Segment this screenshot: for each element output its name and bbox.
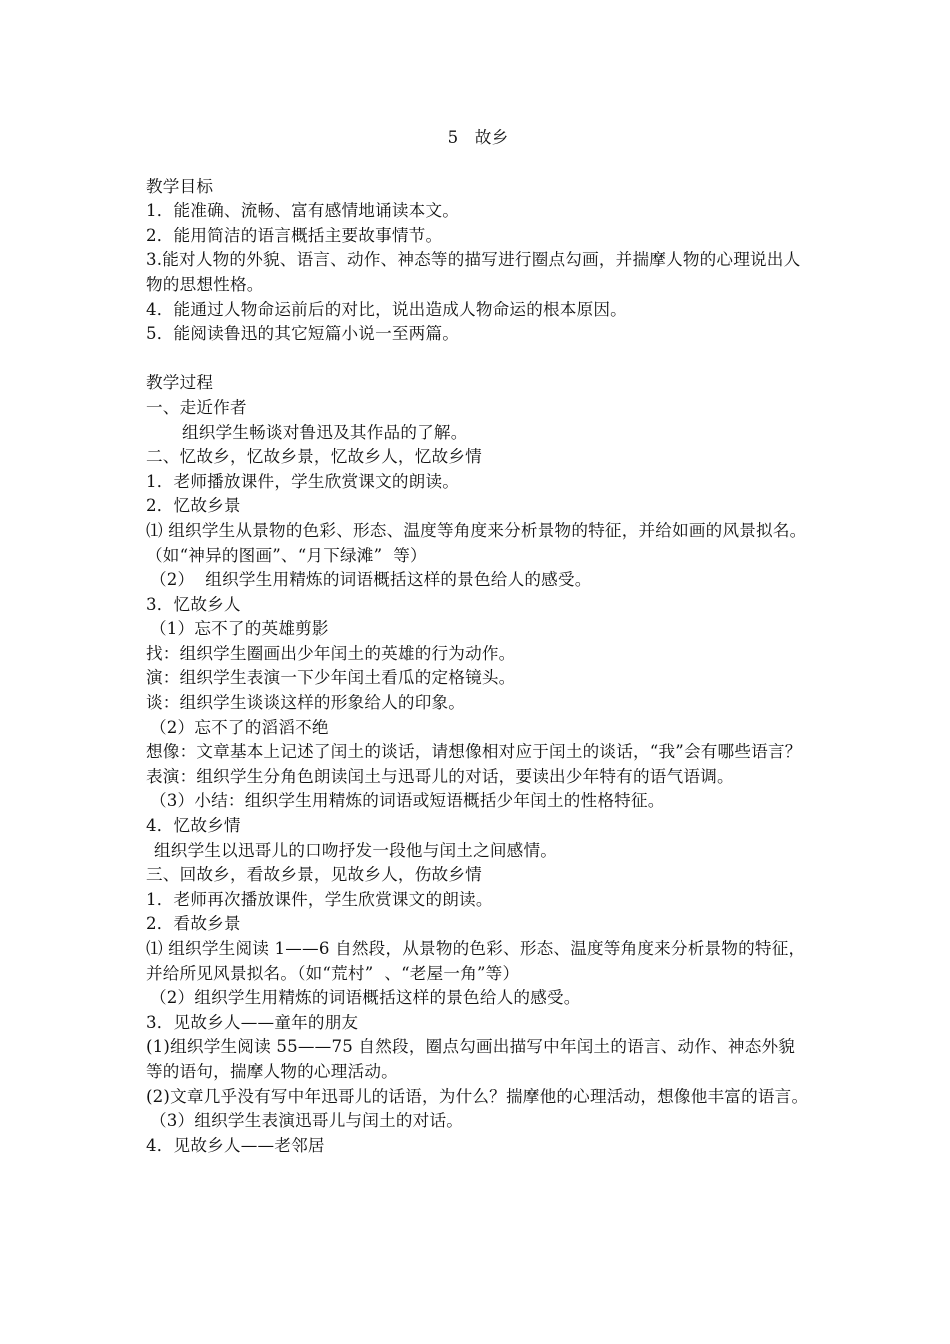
process-line: 3．见故乡人——童年的朋友 [146, 1012, 359, 1032]
process-line: （3）小结：组织学生用精炼的词语或短语概括少年闰土的性格特征。 [150, 791, 665, 811]
process-line: 组织学生畅谈对鲁迅及其作品的了解。 [182, 422, 468, 442]
objective-item: 4．能通过人物命运前后的对比，说出造成人物命运的根本原因。 [146, 299, 627, 319]
process-line: 1．老师播放课件，学生欣赏课文的朗读。 [146, 471, 460, 491]
process-line: 演：组织学生表演一下少年闰土看瓜的定格镜头。 [146, 668, 516, 688]
process-line: 4．忆故乡情 [146, 816, 241, 836]
section-heading-process: 教学过程 [146, 373, 214, 393]
process-line: 1．老师再次播放课件，学生欣赏课文的朗读。 [146, 889, 493, 909]
paragraph-gap [146, 347, 810, 372]
process-line: ⑴ 组织学生从景物的色彩、形态、温度等角度来分析景物的特征，并给如画的风景拟名。（如“神异的图画”、“月下绿滩” 等） [146, 520, 807, 565]
process-line: 二、忆故乡，忆故乡景，忆故乡人，忆故乡情 [146, 447, 482, 467]
process-line: 谈：组织学生谈谈这样的形象给人的印象。 [146, 693, 466, 713]
process-line: ⑴ 组织学生阅读 1——6 自然段，从景物的色彩、形态、温度等角度来分析景物的特征，并给所见风景拟名。（如“荒村” 、“老屋一角”等） [146, 939, 806, 983]
document-body [146, 126, 810, 1158]
process-line: 表演：组织学生分角色朗读闰土与迅哥儿的对话，要读出少年特有的语气语调。 [146, 766, 734, 786]
process-line: 2．看故乡景 [146, 914, 241, 934]
objective-item: 3.能对人物的外貌、语言、动作、神态等的描写进行圈点勾画，并揣摩人物的心理说出人物的思想性格。 [146, 250, 801, 294]
process-line: 组织学生以迅哥儿的口吻抒发一段他与闰土之间感情。 [154, 840, 558, 860]
process-line: （2）组织学生用精炼的词语概括这样的景色给人的感受。 [150, 988, 581, 1008]
process-line: 想像：文章基本上记述了闰土的谈话，请想像相对应于闰土的谈话，“我”会有哪些语言？ [146, 742, 802, 762]
objective-item: 1．能准确、流畅、富有感情地诵读本文。 [146, 201, 460, 221]
document-title: 5 故乡 [447, 128, 509, 147]
objective-item: 2．能用简洁的语言概括主要故事情节。 [146, 225, 443, 245]
process-line: (2)文章几乎没有写中年迅哥儿的话语，为什么？揣摩他的心理活动，想像他丰富的语言。 [146, 1086, 809, 1106]
process-line: 三、回故乡，看故乡景，见故乡人，伤故乡情 [146, 865, 482, 885]
process-line: (1)组织学生阅读 55——75 自然段，圈点勾画出描写中年闰土的语言、动作、神态外貌等的语句，揣摩人物的心理活动。 [146, 1037, 796, 1081]
process-line: （1）忘不了的英雄剪影 [150, 619, 329, 639]
section-heading-objectives: 教学目标 [146, 176, 214, 196]
process-line: 找：组织学生圈画出少年闰土的英雄的行为动作。 [146, 643, 516, 663]
process-line: （2）忘不了的滔滔不绝 [150, 717, 329, 737]
process-line: 2．忆故乡景 [146, 496, 241, 516]
process-line: （2） 组织学生用精炼的词语概括这样的景色给人的感受。 [150, 570, 592, 590]
objective-item: 5．能阅读鲁迅的其它短篇小说一至两篇。 [146, 324, 460, 344]
process-line: 一、走近作者 [146, 397, 247, 417]
process-line: 3．忆故乡人 [146, 594, 241, 614]
process-line: （3）组织学生表演迅哥儿与闰土的对话。 [150, 1111, 464, 1131]
process-line: 4．见故乡人——老邻居 [146, 1135, 325, 1155]
